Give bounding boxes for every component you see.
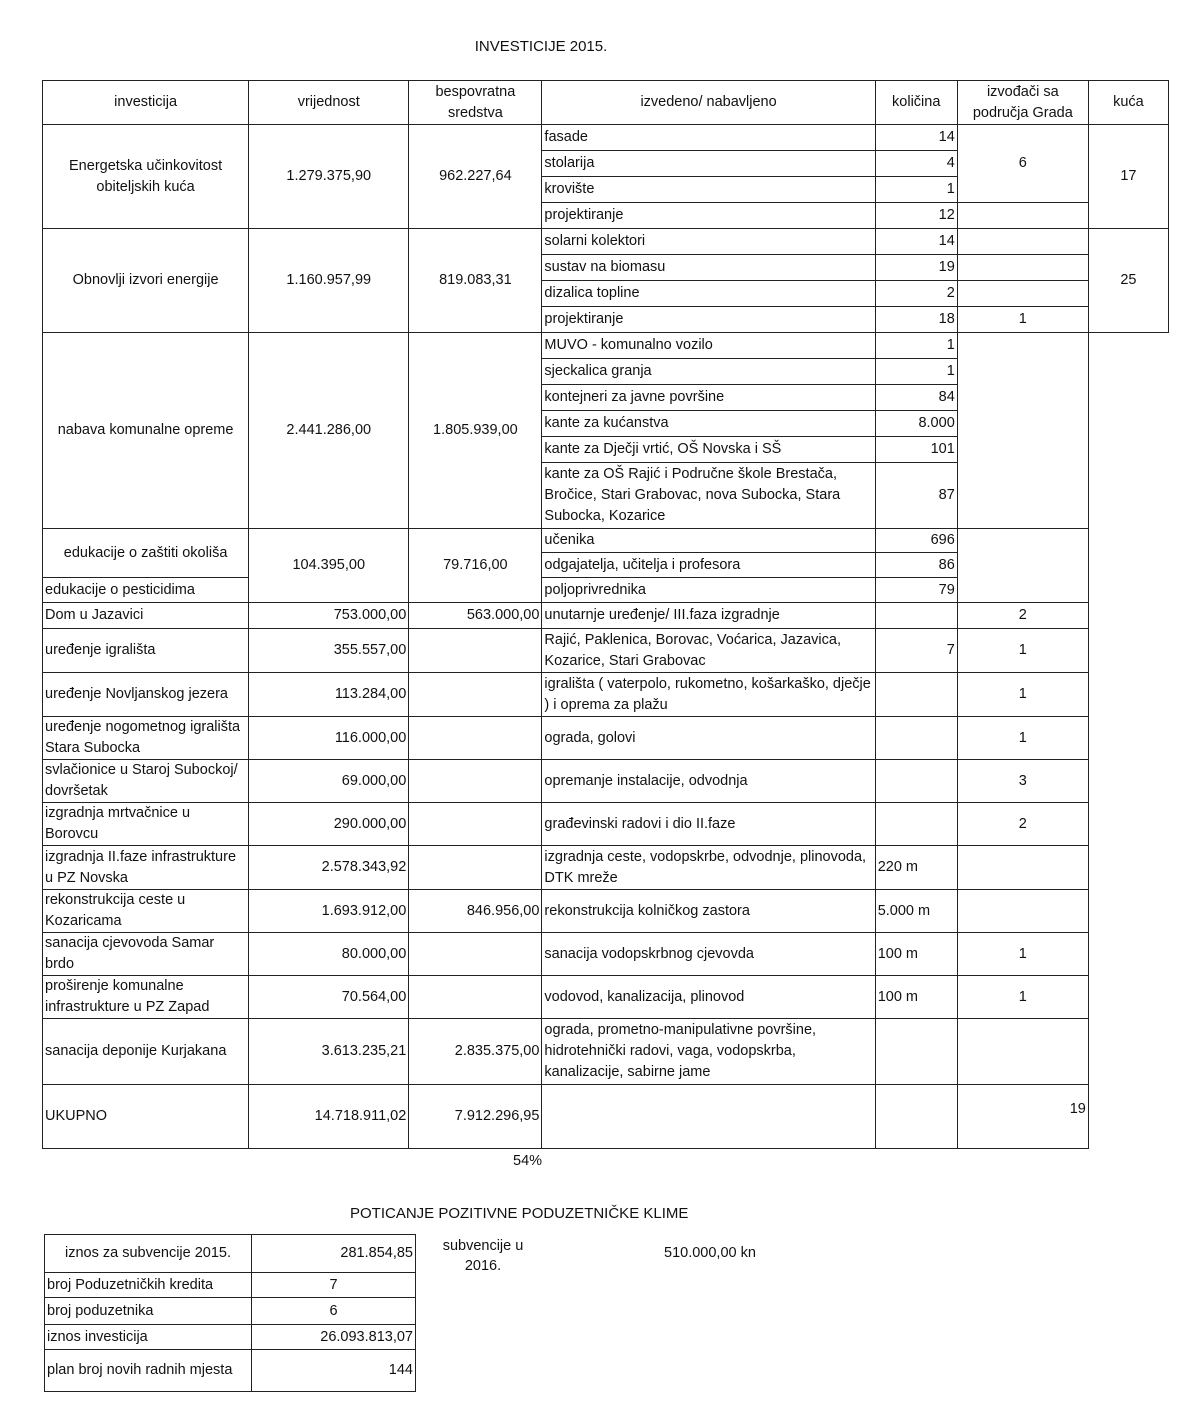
subv-value: 281.854,85 (252, 1235, 416, 1273)
item-label: fasade (542, 125, 875, 151)
investment-name: proširenje komunalne infrastrukture u PZ Zapad (43, 976, 249, 1019)
empty-cell (957, 255, 1088, 281)
item-qty (875, 803, 957, 846)
subv-label: plan broj novih radnih mjesta (45, 1350, 252, 1392)
item-qty: 1 (875, 177, 957, 203)
grant-value: 819.083,31 (409, 229, 542, 333)
contractors-count: 1 (957, 307, 1088, 333)
investment-name: uređenje Novljanskog jezera (43, 673, 249, 717)
item-label: projektiranje (542, 307, 875, 333)
item-label: učenika (542, 529, 875, 553)
empty-cell (957, 203, 1088, 229)
investment-name: edukacije o pesticidima (43, 578, 249, 603)
item-label: sanacija vodopskrbnog cjevovda (542, 933, 875, 976)
col-header-izvodjaci: izvođači sa područja Grada (957, 81, 1088, 125)
table-row (43, 333, 1169, 359)
item-qty: 100 m (875, 933, 957, 976)
item-label: Rajić, Paklenica, Borovac, Voćarica, Jazavica, Kozarice, Stari Grabovac (542, 629, 875, 673)
item-qty: 87 (875, 463, 957, 529)
grant-value (409, 629, 542, 673)
empty-cell (542, 1085, 875, 1149)
table-row (43, 846, 1169, 890)
subventions-2016-value: 510.000,00 kn (664, 1245, 756, 1261)
item-label: stolarija (542, 151, 875, 177)
empty-cell (875, 1085, 957, 1149)
investment-value: 3.613.235,21 (249, 1019, 409, 1085)
empty-cell (957, 229, 1088, 255)
table-row (43, 125, 1169, 151)
grant-value: 79.716,00 (409, 529, 542, 603)
table-row (43, 673, 1169, 717)
contractors-count: 1 (957, 976, 1088, 1019)
table-row (43, 529, 1169, 553)
grant-value: 563.000,00 (409, 603, 542, 629)
col-header-kolicina: količina (875, 81, 957, 125)
investment-value: 2.441.286,00 (249, 333, 409, 529)
investment-value: 80.000,00 (249, 933, 409, 976)
investment-value: 113.284,00 (249, 673, 409, 717)
subv-value: 6 (252, 1298, 416, 1325)
contractors-count: 2 (957, 603, 1088, 629)
table-row (43, 760, 1169, 803)
investment-name: uređenje igrališta (43, 629, 249, 673)
investment-value: 2.578.343,92 (249, 846, 409, 890)
item-qty: 8.000 (875, 411, 957, 437)
houses-count: 17 (1088, 125, 1168, 229)
item-qty: 19 (875, 255, 957, 281)
item-qty (875, 717, 957, 760)
table-row (43, 933, 1169, 976)
item-label: ograda, golovi (542, 717, 875, 760)
table-row (43, 229, 1169, 255)
col-header-kuca: kuća (1088, 81, 1168, 125)
item-qty: 14 (875, 125, 957, 151)
investment-value: 70.564,00 (249, 976, 409, 1019)
grant-percentage: 54% (513, 1153, 543, 1169)
investment-value: 290.000,00 (249, 803, 409, 846)
investment-name: edukacije o zaštiti okoliša (43, 529, 249, 578)
item-qty: 84 (875, 385, 957, 411)
grant-value: 2.835.375,00 (409, 1019, 542, 1085)
grant-value: 1.805.939,00 (409, 333, 542, 529)
investment-name: uređenje nogometnog igrališta Stara Subocka (43, 717, 249, 760)
item-label: ograda, prometno-manipulativne površine, hidrotehnički radovi, vaga, vodopskrba, kanalizacije, sabirne jame (542, 1019, 875, 1085)
contractors-count (957, 890, 1088, 933)
contractors-count: 6 (957, 125, 1088, 203)
grant-value (409, 976, 542, 1019)
contractors-count: 1 (957, 629, 1088, 673)
grant-value: 962.227,64 (409, 125, 542, 229)
item-qty: 18 (875, 307, 957, 333)
item-label: vodovod, kanalizacija, plinovod (542, 976, 875, 1019)
table-row (43, 976, 1169, 1019)
grant-value: 846.956,00 (409, 890, 542, 933)
item-qty: 5.000 m (875, 890, 957, 933)
item-label: igrališta ( vaterpolo, rukometno, košarkaško, dječje ) i oprema za plažu (542, 673, 875, 717)
investment-name: Energetska učinkovitost obiteljskih kuća (43, 125, 249, 229)
table-row (43, 629, 1169, 673)
empty-cell (957, 333, 1088, 529)
table-row (45, 1298, 416, 1325)
item-qty (875, 673, 957, 717)
subv-value: 26.093.813,07 (252, 1325, 416, 1350)
subv-label: iznos za subvencije 2015. (45, 1235, 252, 1273)
item-qty: 79 (875, 578, 957, 603)
item-qty: 100 m (875, 976, 957, 1019)
item-qty: 101 (875, 437, 957, 463)
total-value: 14.718.911,02 (249, 1085, 409, 1149)
item-label: kante za OŠ Rajić i Područne škole Brestača, Bročice, Stari Grabovac, nova Subocka, Stara Subocka, Kozarice (542, 463, 875, 529)
grant-value (409, 846, 542, 890)
total-row (43, 1085, 1169, 1149)
item-label: kontejneri za javne površine (542, 385, 875, 411)
table-row (43, 717, 1169, 760)
investment-name: Dom u Jazavici (43, 603, 249, 629)
item-label: poljoprivrednika (542, 578, 875, 603)
section-title: POTICANJE POZITIVNE PODUZETNIČKE KLIME (350, 1205, 689, 1222)
page-title: INVESTICIJE 2015. (474, 38, 608, 55)
item-qty (875, 603, 957, 629)
investment-name: rekonstrukcija ceste u Kozaricama (43, 890, 249, 933)
item-qty: 86 (875, 553, 957, 578)
table-row (45, 1350, 416, 1392)
item-label: rekonstrukcija kolničkog zastora (542, 890, 875, 933)
item-qty (875, 760, 957, 803)
table-row (43, 803, 1169, 846)
investment-value: 1.279.375,90 (249, 125, 409, 229)
item-qty: 696 (875, 529, 957, 553)
investment-value: 1.160.957,99 (249, 229, 409, 333)
empty-cell (1088, 333, 1168, 529)
item-qty: 14 (875, 229, 957, 255)
table-row (45, 1325, 416, 1350)
col-header-vrijednost: vrijednost (249, 81, 409, 125)
item-label: krovište (542, 177, 875, 203)
investment-value: 355.557,00 (249, 629, 409, 673)
subv-label: iznos investicija (45, 1325, 252, 1350)
item-label: sjeckalica granja (542, 359, 875, 385)
item-qty: 12 (875, 203, 957, 229)
subventions-table (44, 1234, 416, 1392)
item-label: opremanje instalacije, odvodnja (542, 760, 875, 803)
item-label: dizalica topline (542, 281, 875, 307)
col-header-bespovratna: bespovratna sredstva (409, 81, 542, 125)
total-label: UKUPNO (43, 1085, 249, 1149)
contractors-count: 1 (957, 717, 1088, 760)
investment-name: Obnovlji izvori energije (43, 229, 249, 333)
empty-cell (957, 529, 1088, 603)
header-row (43, 81, 1169, 125)
grant-value (409, 717, 542, 760)
table-row (45, 1273, 416, 1298)
col-header-izvedeno: izvedeno/ nabavljeno (542, 81, 875, 125)
table-row (43, 890, 1169, 933)
item-qty: 4 (875, 151, 957, 177)
item-qty: 7 (875, 629, 957, 673)
contractors-count (957, 846, 1088, 890)
subventions-2016-label: subvencije u 2016. (442, 1238, 524, 1274)
investment-name: sanacija cjevovoda Samar brdo (43, 933, 249, 976)
investment-value: 104.395,00 (249, 529, 409, 603)
item-label: solarni kolektori (542, 229, 875, 255)
item-label: MUVO - komunalno vozilo (542, 333, 875, 359)
item-label: kante za kućanstva (542, 411, 875, 437)
item-label: projektiranje (542, 203, 875, 229)
table-row (45, 1235, 416, 1273)
subv-value: 7 (252, 1273, 416, 1298)
contractors-count (957, 1019, 1088, 1085)
grant-value (409, 933, 542, 976)
item-label: sustav na biomasu (542, 255, 875, 281)
total-contractors: 19 (957, 1085, 1088, 1149)
item-qty: 220 m (875, 846, 957, 890)
item-label: kante za Dječji vrtić, OŠ Novska i SŠ (542, 437, 875, 463)
table-row (43, 603, 1169, 629)
contractors-count: 2 (957, 803, 1088, 846)
grant-value (409, 760, 542, 803)
investment-value: 1.693.912,00 (249, 890, 409, 933)
investment-name: svlačionice u Staroj Subockoj/ dovršetak (43, 760, 249, 803)
contractors-count: 1 (957, 933, 1088, 976)
item-label: odgajatelja, učitelja i profesora (542, 553, 875, 578)
contractors-count: 1 (957, 673, 1088, 717)
total-grant: 7.912.296,95 (409, 1085, 542, 1149)
table-row (43, 1019, 1169, 1085)
empty-cell (957, 281, 1088, 307)
item-qty (875, 1019, 957, 1085)
empty-cell (1088, 529, 1168, 1149)
subv-value: 144 (252, 1350, 416, 1392)
investment-value: 753.000,00 (249, 603, 409, 629)
item-label: unutarnje uređenje/ III.faza izgradnje (542, 603, 875, 629)
item-qty: 2 (875, 281, 957, 307)
grant-value (409, 673, 542, 717)
item-label: izgradnja ceste, vodopskrbe, odvodnje, plinovoda, DTK mreže (542, 846, 875, 890)
subv-label: broj poduzetnika (45, 1298, 252, 1325)
investment-name: izgradnja mrtvačnice u Borovcu (43, 803, 249, 846)
investment-name: izgradnja II.faze infrastrukture u PZ Novska (43, 846, 249, 890)
item-label: građevinski radovi i dio II.faze (542, 803, 875, 846)
item-qty: 1 (875, 333, 957, 359)
contractors-count: 3 (957, 760, 1088, 803)
investment-table (42, 80, 1169, 1149)
houses-count: 25 (1088, 229, 1168, 333)
investment-name: sanacija deponije Kurjakana (43, 1019, 249, 1085)
grant-value (409, 803, 542, 846)
investment-name: nabava komunalne opreme (43, 333, 249, 529)
col-header-investicija: investicija (43, 81, 249, 125)
investment-value: 69.000,00 (249, 760, 409, 803)
investment-value: 116.000,00 (249, 717, 409, 760)
item-qty: 1 (875, 359, 957, 385)
subv-label: broj Poduzetničkih kredita (45, 1273, 252, 1298)
